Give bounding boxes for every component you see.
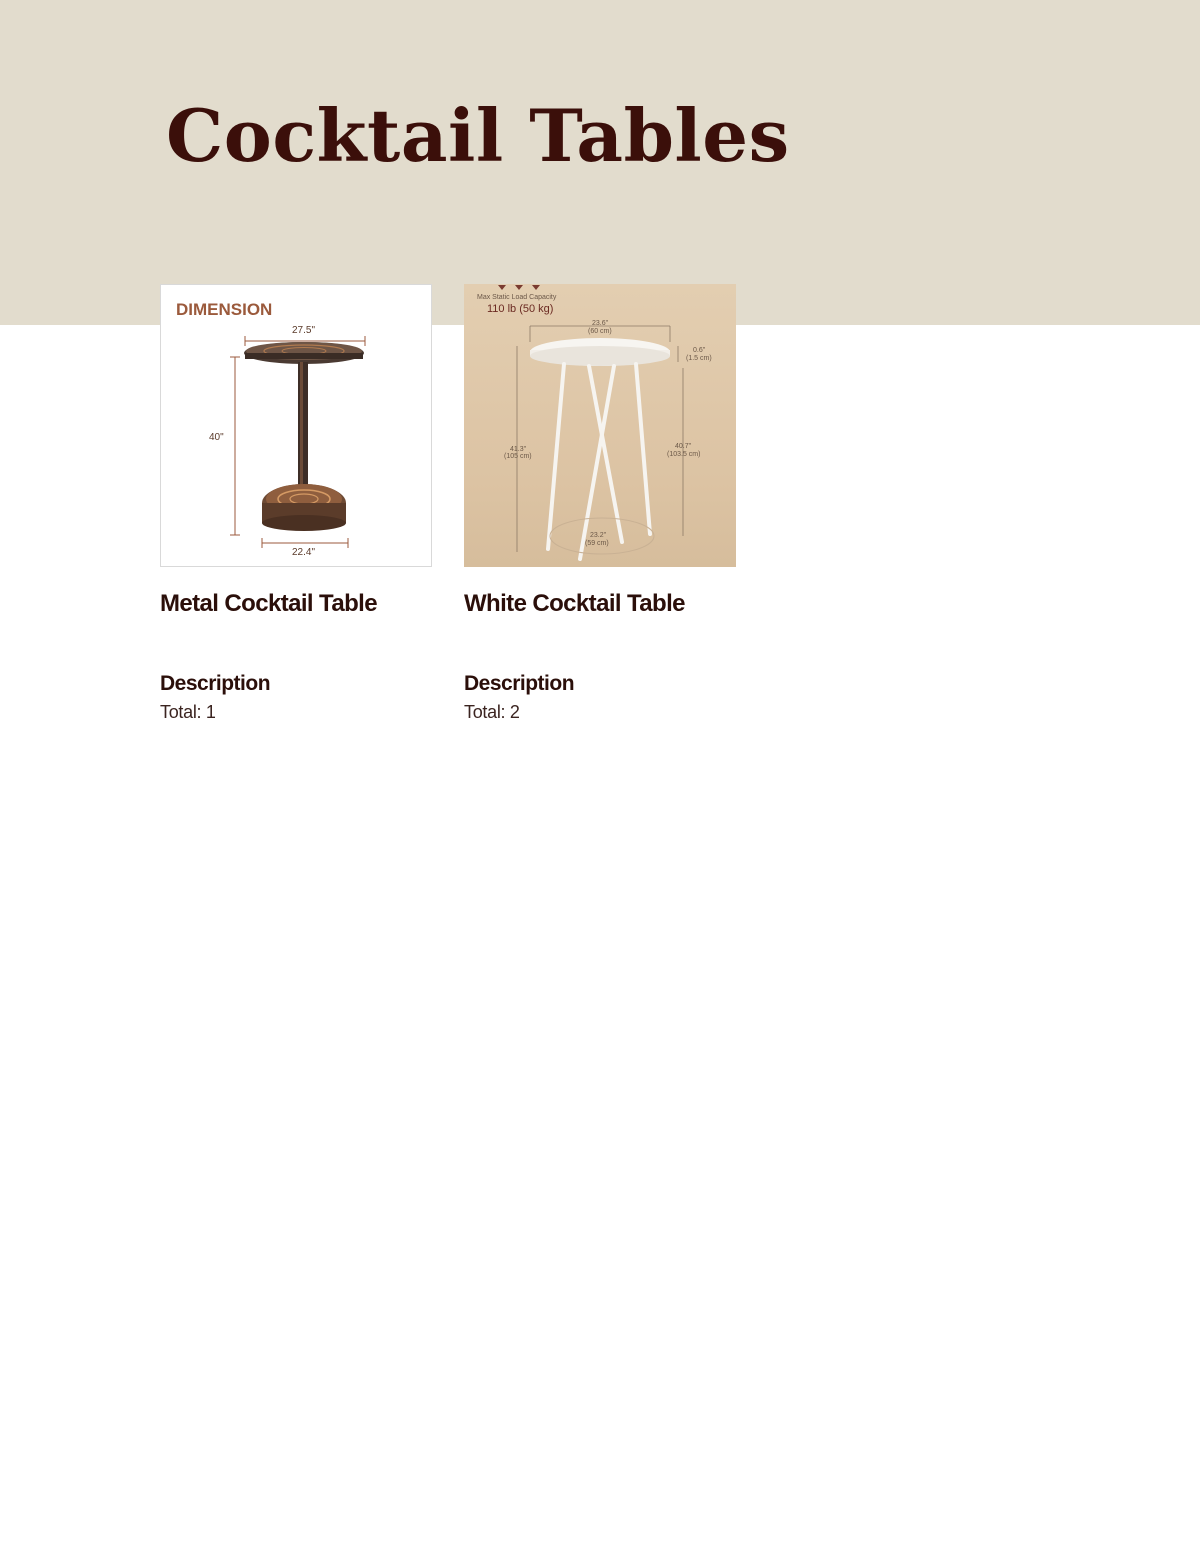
product-card-metal[interactable] [160,284,432,722]
base-width-cm: (59 cm) [585,540,609,547]
description-label: Description [464,672,575,695]
metal-table-drawing [161,285,432,567]
product-card-white[interactable] [464,284,736,722]
white-table-drawing [464,284,736,567]
height-label: 40" [209,432,224,443]
top-width-label: 23.6" [592,320,609,327]
thickness-label: 0.6" [693,347,706,354]
description-label: Description [160,672,271,695]
height-right-label: 40.7" [675,443,692,450]
base-width-label: 23.2" [590,532,607,539]
top-width-label: 27.5" [292,325,316,336]
height-left-label: 41.3" [510,446,527,453]
description-value: Total: 2 [464,702,520,722]
product-image-white[interactable] [464,284,736,567]
thickness-cm: (1.5 cm) [686,355,712,362]
page-title: Cocktail Tables [166,93,790,178]
base-width-label: 22.4" [292,547,316,558]
height-left-cm: (105 cm) [504,453,532,460]
product-title[interactable]: Metal Cocktail Table [160,590,377,617]
capacity-label: Max Static Load Capacity [477,294,557,301]
description-value: Total: 1 [160,702,216,722]
top-width-cm: (60 cm) [588,328,612,335]
height-right-cm: (103.5 cm) [667,451,701,458]
dimension-heading: DIMENSION [176,300,273,319]
product-title[interactable]: White Cocktail Table [464,590,685,617]
product-image-metal[interactable] [160,284,432,567]
capacity-value: 110 lb (50 kg) [487,303,554,315]
